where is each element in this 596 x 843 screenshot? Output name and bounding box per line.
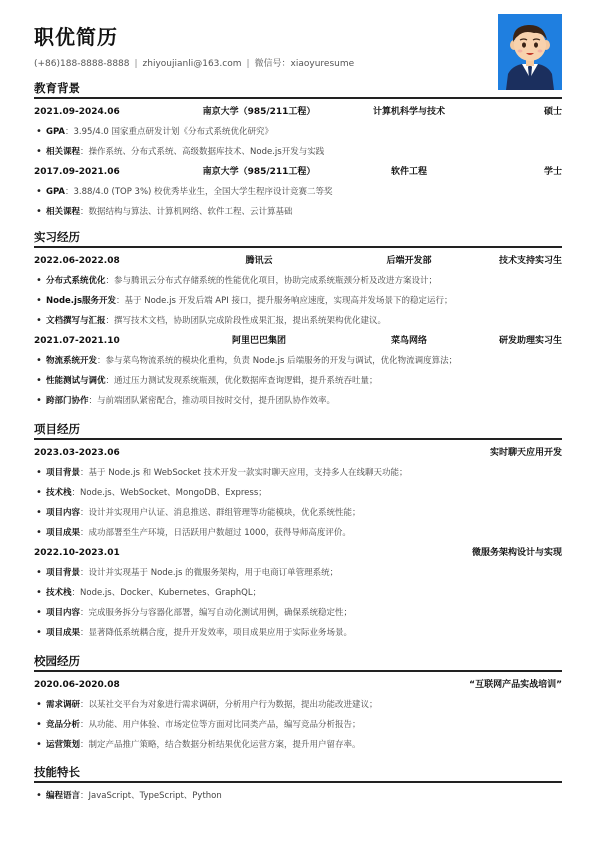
campus-section xyxy=(34,653,562,755)
item-text: ：操作系统、分布式系统、高级数据库技术、Node.js开发与实践 xyxy=(80,147,325,157)
separator: | xyxy=(134,59,138,69)
list-item xyxy=(34,351,562,371)
item-label: 相关课程 xyxy=(46,207,81,217)
item-text: ：参与腾讯云分布式存储系统的性能优化项目，协助完成系统瓶颈分析及改进方案设计； xyxy=(105,276,438,286)
item-text: ：设计并实现用户认证、消息推送、群组管理等功能模块，优化系统性能； xyxy=(80,508,361,518)
contact-line xyxy=(34,56,354,69)
item-label: 相关课程 xyxy=(46,147,81,157)
item-label: 项目内容 xyxy=(46,508,81,518)
avatar xyxy=(498,14,562,90)
edu-school: 南京大学（985/211工程） xyxy=(202,107,316,117)
cartoon-boy-avatar-icon xyxy=(498,14,562,90)
list-item xyxy=(34,371,562,391)
item-label: 项目背景 xyxy=(46,568,81,578)
job-date: 2022.06-2022.08 xyxy=(34,256,120,266)
item-text: ：与前端团队紧密配合，推动项目按时交付，提升团队协作效率。 xyxy=(88,396,336,406)
list-item xyxy=(34,735,562,755)
item-label: 项目背景 xyxy=(46,468,81,478)
edu-date: 2021.09-2024.06 xyxy=(34,107,120,117)
item-text: ：撰写技术文档，协助团队完成阶段性成果汇报，提出系统架构优化建议。 xyxy=(105,316,387,326)
item-label: 项目成果 xyxy=(46,528,81,538)
skills-section xyxy=(34,764,562,806)
list-item xyxy=(34,786,562,806)
list-item xyxy=(34,523,562,543)
project-row xyxy=(34,443,562,463)
section-divider xyxy=(34,438,562,440)
item-label: GPA xyxy=(46,187,66,197)
list-item xyxy=(34,695,562,715)
list-item xyxy=(34,142,562,162)
item-text: ：参与菜鸟物流系统的模块化重构，负责 Node.js 后端服务的开发与调试，优化物流调度算法； xyxy=(97,356,458,366)
list-item xyxy=(34,391,562,411)
list-item xyxy=(34,463,562,483)
list-item xyxy=(34,563,562,583)
item-text: ：数据结构与算法、计算机网络、软件工程、云计算基础 xyxy=(80,207,293,217)
education-row xyxy=(34,102,562,122)
item-text: ：完成服务拆分与容器化部署，编写自动化测试用例，确保系统稳定性； xyxy=(80,608,353,618)
project-name: 实时聊天应用开发 xyxy=(489,448,562,458)
section-title: 教育背景 xyxy=(34,81,80,95)
education-row xyxy=(34,162,562,182)
project-name: 微服务架构设计与实现 xyxy=(471,548,562,558)
item-label: 物流系统开发 xyxy=(46,356,98,366)
edu-major: 软件工程 xyxy=(390,167,427,177)
edu-degree: 硕士 xyxy=(543,107,562,117)
item-label: GPA xyxy=(46,127,66,137)
list-item xyxy=(34,291,562,311)
item-text: ：3.88/4.0 (TOP 3%) 校优秀毕业生，全国大学生程序设计竞赛二等奖 xyxy=(65,187,333,197)
item-text: ：基于 Node.js 开发后端 API 接口，提升服务响应速度，实现高并发场景下的稳定运行； xyxy=(116,296,453,306)
edu-major: 计算机科学与技术 xyxy=(372,107,445,117)
job-role: 研发助理实习生 xyxy=(498,336,562,346)
section-title: 技能特长 xyxy=(34,765,80,779)
edu-date: 2017.09-2021.06 xyxy=(34,167,120,177)
internship-section xyxy=(34,229,562,411)
item-label: 性能测试与调优 xyxy=(46,376,106,386)
internship-row xyxy=(34,251,562,271)
internship-row xyxy=(34,331,562,351)
list-item xyxy=(34,202,562,222)
section-title: 项目经历 xyxy=(34,422,80,436)
job-role: 技术支持实习生 xyxy=(498,256,562,266)
section-divider xyxy=(34,97,562,99)
item-label: 技术栈 xyxy=(46,588,72,598)
item-label: 编程语言 xyxy=(46,791,81,801)
list-item xyxy=(34,503,562,523)
section-title: 实习经历 xyxy=(34,230,80,244)
item-label: Node.js服务开发 xyxy=(46,296,117,306)
job-dept: 菜鸟网络 xyxy=(390,336,427,346)
list-item xyxy=(34,311,562,331)
candidate-name: 职优简历 xyxy=(34,25,118,49)
item-text: ：JavaScript、TypeScript、Python xyxy=(80,791,222,801)
section-divider xyxy=(34,246,562,248)
item-text: ：通过压力测试发现系统瓶颈，优化数据库查询逻辑，提升系统吞吐量； xyxy=(105,376,378,386)
item-text: ：设计并实现基于 Node.js 的微服务架构，用于电商订单管理系统； xyxy=(80,568,339,578)
edu-school: 南京大学（985/211工程） xyxy=(202,167,316,177)
separator: | xyxy=(246,59,250,69)
list-item xyxy=(34,583,562,603)
campus-row xyxy=(34,675,562,695)
item-label: 技术栈 xyxy=(46,488,72,498)
item-label: 跨部门协作 xyxy=(46,396,89,406)
item-label: 运营策划 xyxy=(46,740,81,750)
project-date: 2023.03-2023.06 xyxy=(34,448,120,458)
list-item xyxy=(34,483,562,503)
list-item xyxy=(34,623,562,643)
edu-degree: 学士 xyxy=(543,167,562,177)
item-text: ：3.95/4.0 国家重点研发计划《分布式系统优化研究》 xyxy=(65,127,274,137)
item-label: 分布式系统优化 xyxy=(46,276,106,286)
item-text: ：显著降低系统耦合度，提升开发效率，项目成果应用于实际业务场景。 xyxy=(80,628,353,638)
section-divider xyxy=(34,781,562,783)
campus-name: “互联网产品实战培训” xyxy=(469,680,562,690)
list-item xyxy=(34,271,562,291)
item-label: 竞品分析 xyxy=(46,720,81,730)
item-label: 项目内容 xyxy=(46,608,81,618)
list-item xyxy=(34,715,562,735)
campus-date: 2020.06-2020.08 xyxy=(34,680,120,690)
section-divider xyxy=(34,670,562,672)
job-company: 阿里巴巴集团 xyxy=(231,336,286,346)
projects-section xyxy=(34,421,562,643)
email: zhiyoujianli@163.com xyxy=(142,59,242,69)
item-text: ：Node.js、Docker、Kubernetes、GraphQL； xyxy=(71,588,262,598)
item-text: ：成功部署至生产环境，日活跃用户数超过 1000，获得导师高度评价。 xyxy=(80,528,351,538)
list-item xyxy=(34,182,562,202)
wechat: 微信号：xiaoyuresume xyxy=(254,59,355,69)
section-title: 校园经历 xyxy=(34,654,80,668)
job-date: 2021.07-2021.10 xyxy=(34,336,120,346)
item-label: 文档撰写与汇报 xyxy=(46,316,106,326)
item-text: ：以某社交平台为对象进行需求调研，分析用户行为数据，提出功能改进建议； xyxy=(80,700,378,710)
project-row xyxy=(34,543,562,563)
project-date: 2022.10-2023.01 xyxy=(34,548,120,558)
education-section xyxy=(34,80,562,222)
item-label: 需求调研 xyxy=(46,700,81,710)
item-text: ：基于 Node.js 和 WebSocket 技术开发一款实时聊天应用，支持多人在线聊天功能； xyxy=(80,468,408,478)
job-company: 腾讯云 xyxy=(245,256,273,266)
phone: (+86)188-8888-8888 xyxy=(34,59,130,69)
item-text: ：制定产品推广策略，结合数据分析结果优化运营方案，提升用户留存率。 xyxy=(80,740,361,750)
item-text: ：从功能、用户体验、市场定位等方面对比同类产品，编写竞品分析报告； xyxy=(80,720,361,730)
item-label: 项目成果 xyxy=(46,628,81,638)
list-item xyxy=(34,122,562,142)
list-item xyxy=(34,603,562,623)
item-text: ：Node.js、WebSocket、MongoDB、Express； xyxy=(71,488,267,498)
job-dept: 后端开发部 xyxy=(386,256,432,266)
